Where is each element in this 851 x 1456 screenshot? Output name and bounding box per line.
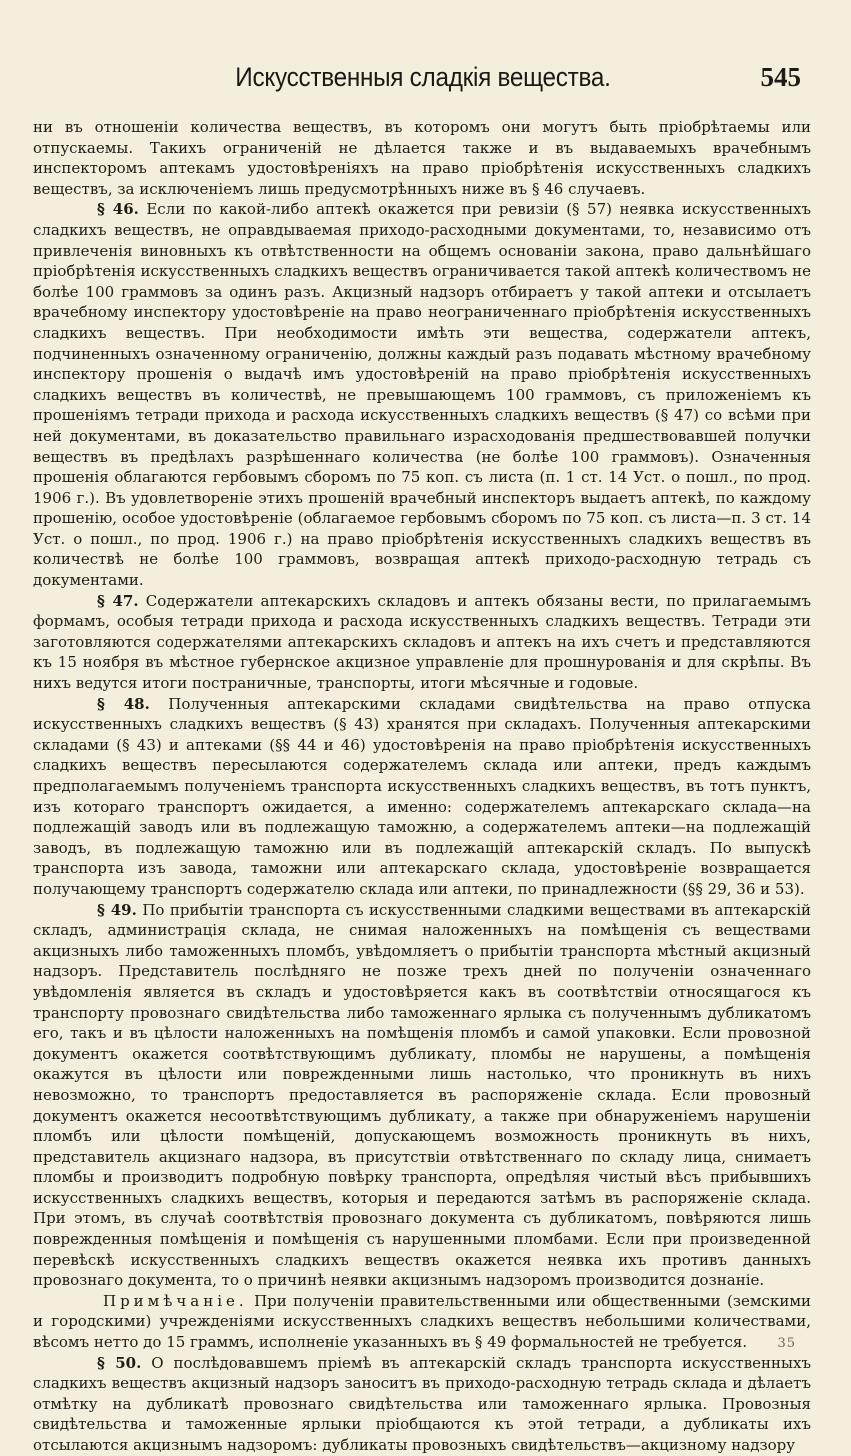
page-number: 545: [760, 62, 801, 92]
section-text: Содержатели аптекарскихъ складовъ и аптекъ обязаны вести, по прилагаемымъ формамъ, особыя тетради прихода и расхода искусственныхъ сладкихъ веществъ. Тетради эти заготовляются содержателями аптекарскихъ складовъ и аптекъ на ихъ счетъ и представляются къ 15 ноября въ мѣстное губернское акцизное управленіе для прошнурованія и для скрѣпы. Въ нихъ ведутся итоги постраничные, транспорты, итоги мѣсячные и годовые.: [33, 591, 811, 693]
section-47: [33, 591, 811, 694]
section-48: [33, 694, 811, 900]
note-paragraph: [33, 1291, 811, 1353]
section-number: § 46.: [97, 200, 139, 219]
section-text: Если по какой-либо аптекѣ окажется при ревизіи (§ 57) неявка искусственныхъ сладкихъ веществъ, не оправдываемая приходо-расходными документами, то, независимо отъ привлеченія виновныхъ къ отвѣтственности на общемъ основаніи закона, право дальнѣйшаго пріобрѣтенія искусственныхъ сладкихъ веществъ ограничивается такой аптекѣ количествомъ не болѣе 100 граммовъ за одинъ разъ. Акцизный надзоръ отбираетъ у такой аптеки и отсылаетъ врачебному инспектору удостовѣреніе на право неограниченнаго пріобрѣтенія искусственныхъ сладкихъ веществъ. При необходимости имѣть эти вещества, содержатели аптекъ, подчиненныхъ означенному ограниченію, должны каждый разъ подавать мѣстному врачебному инспектору прошенія о выдачѣ имъ удостовѣреній на право пріобрѣтенія искусственныхъ сладкихъ веществъ въ количествѣ, не превышающемъ 100 граммовъ, съ приложеніемъ къ прошеніямъ тетради прихода и расхода искусственныхъ сладкихъ веществъ (§ 47) со всѣми при ней документами, въ доказательство правильнаго израсходованія предшествовавшей получки веществъ въ предѣлахъ разрѣшеннаго количества (не болѣе 100 граммовъ). Означенныя прошенія облагаются гербовымъ сборомъ по 75 коп. съ листа (п. 1 ст. 14 Уст. о пошл., по прод. 1906 г.). Въ удовлетвореніе этихъ прошеній врачебный инспекторъ выдаетъ аптекѣ, по каждому прошенію, особое удостовѣреніе (облагаемое гербовымъ сборомъ по 75 коп. съ листа—п. 3 ст. 14 Уст. о пошл., по прод. 1906 г.) на право пріобрѣтенія искусственныхъ сладкихъ веществъ въ количествѣ не болѣе 100 граммовъ, возвращая аптекѣ приходо-расходную тетрадь съ документами.: [33, 200, 811, 590]
paragraph-continuation: ни въ отношеніи количества веществъ, въ которомъ они могутъ быть пріобрѣтаемы или отпускаемы. Такихъ ограниченій не дѣлается также и въ выдаваемыхъ врачебнымъ инспекторомъ аптекамъ удостовѣреніяхъ на право пріобрѣтенія искусственныхъ сладкихъ веществъ, за исключеніемъ лишь предусмотрѣнныхъ ниже въ § 46 случаевъ.: [33, 118, 811, 198]
section-number: § 50.: [97, 1353, 142, 1372]
running-title: Искусственныя сладкія вещества.: [235, 62, 611, 92]
section-number: § 48.: [97, 694, 150, 713]
body-text: [33, 117, 811, 1456]
note-label: Примѣчаніе.: [103, 1291, 248, 1310]
section-49: [33, 900, 811, 1291]
section-number: § 47.: [97, 591, 139, 610]
section-50: [33, 1353, 811, 1456]
page-header: [0, 62, 851, 102]
section-number: § 49.: [97, 900, 137, 919]
note-text: При полученіи правительственными или общественными (земскими и городскими) учрежденіями искусственныхъ сладкихъ веществъ небольшими количествами, вѣсомъ нетто до 15 граммъ, исполненіе указанныхъ въ § 49 формальностей не требуется.: [33, 1291, 811, 1352]
section-text: О послѣдовавшемъ пріемѣ въ аптекарскій складъ транспорта искусственныхъ сладкихъ веществъ акцизный надзоръ заноситъ въ приходо-расходную тетрадь склада и дѣлаетъ отмѣтку на дубликатѣ провознаго свидѣтельства или таможеннаго ярлыка. Провозныя свидѣтельства и таможенные ярлыки пріобщаются къ этой тетради, а дубликаты ихъ отсылаются акцизнымъ надзоромъ: дубликаты провозныхъ свидѣтельствъ—акцизному надзору: [33, 1353, 811, 1454]
section-text: Полученныя аптекарскими складами свидѣтельства на право отпуска искусственныхъ сладкихъ веществъ (§ 43) хранятся при складахъ. Полученныя аптекарскими складами (§ 43) и аптеками (§§ 44 и 46) удостовѣренія на право пріобрѣтенія искусственныхъ сладкихъ веществъ пересылаются содержателемъ склада или аптеки, предъ каждымъ предполагаемымъ полученіемъ транспорта искусственныхъ сладкихъ веществъ, въ тотъ пунктъ, изъ котораго транспортъ ожидается, а именно: содержателемъ аптекарскаго склада—на подлежащій заводъ или въ подлежащую таможню, а содержателемъ аптеки—на подлежащій заводъ, въ подлежащую таможню или въ подлежащій аптекарскій складъ. По выпускѣ транспорта изъ завода, таможни или аптекарскаго склада, удостовѣреніе возвращается получающему транспортъ содержателю склада или аптеки, по принадлежности (§§ 29, 36 и 53).: [33, 694, 811, 898]
section-46: [33, 199, 811, 590]
section-text: По прибытіи транспорта съ искусственными сладкими веществами въ аптекарскій складъ, администрація склада, не снимая наложенныхъ на помѣщенія съ веществами акцизныхъ либо таможенныхъ пломбъ, увѣдомляетъ о прибытіи транспорта мѣстный акцизный надзоръ. Представитель послѣдняго не позже трехъ дней по полученіи означеннаго увѣдомленія является въ складъ и удостовѣряется какъ въ соотвѣтствіи относящагося къ транспорту провознаго свидѣтельства либо таможеннаго ярлыка съ полученнымъ дубликатомъ его, такъ и въ цѣлости наложенныхъ на помѣщенія пломбъ и самой упаковки. Если провозной документъ окажется соотвѣтствующимъ дубликату, пломбы не нарушены, а помѣщенія окажутся въ цѣлости или поврежденными лишь настолько, что проникнуть въ нихъ невозможно, то транспортъ предоставляется въ распоряженіе склада. Если провозный документъ окажется несоотвѣтствующимъ дубликату, а также при обнаруженіемъ нарушеніи пломбъ или цѣлости помѣщеній, допускающемъ возможность проникнуть въ нихъ, представитель акцизнаго надзора, въ присутствіи отвѣтственнаго по складу лица, снимаетъ пломбы и производитъ подробную повѣрку транспорта, опредѣляя чистый вѣсъ прибывшихъ искусственныхъ сладкихъ веществъ, которыя и передаются затѣмъ въ распоряженіе склада. При этомъ, въ случаѣ соотвѣтствія провознаго документа съ дубликатомъ, повѣряются лишь поврежденныя помѣщенія и помѣщенія съ нарушенными пломбами. Если при произведенной перевѣскѣ искусственныхъ сладкихъ веществъ окажется неявка ихъ противъ данныхъ провознаго документа, то о причинѣ неявки акцизнымъ надзоромъ производится дознаніе.: [33, 900, 811, 1290]
signature-mark: 35: [777, 1336, 796, 1351]
